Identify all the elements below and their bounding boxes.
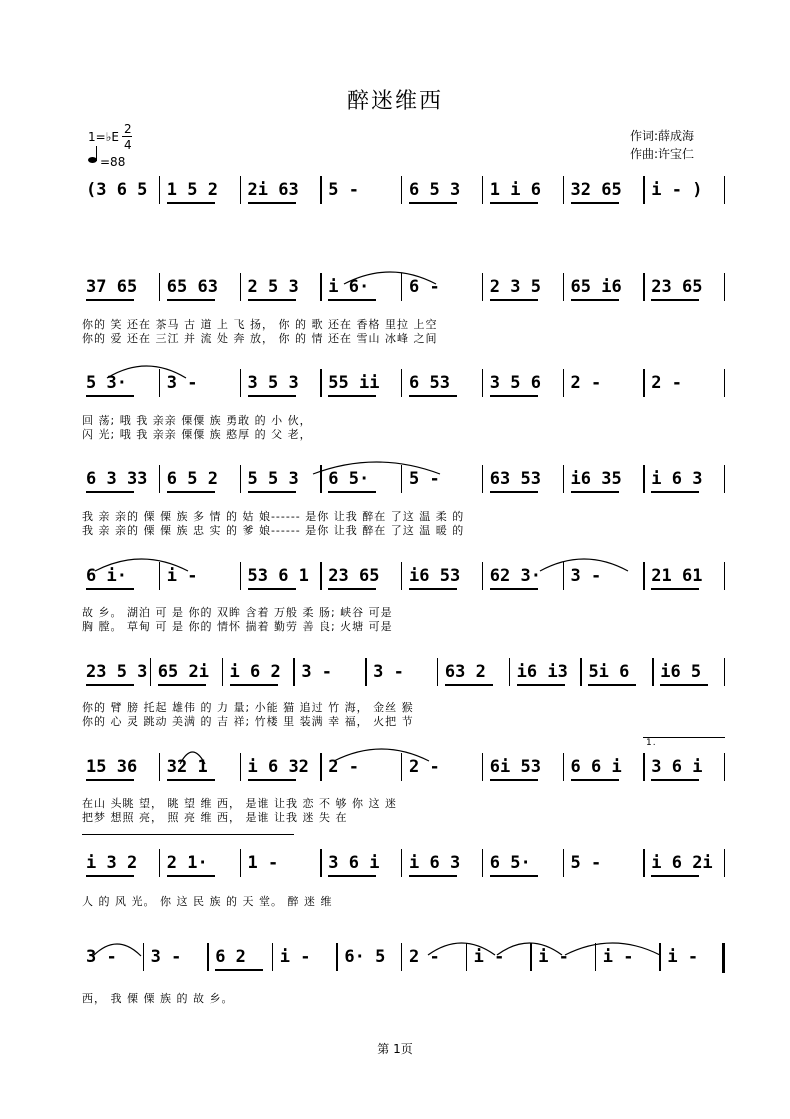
measure-notes: 6 i· [86, 566, 127, 586]
beam-underline [651, 491, 699, 493]
bar-line [724, 273, 725, 301]
measure-notes: 23 65 [328, 566, 380, 586]
bar-line [240, 465, 241, 493]
measure-notes: 5i 6 [588, 662, 630, 682]
measure-notes: 23 5 3 [86, 662, 148, 682]
bar-line [240, 753, 241, 781]
measure-notes: 3 6 i [651, 757, 703, 777]
bar-line [437, 658, 438, 686]
bar-line [563, 465, 564, 493]
bar-line [159, 369, 160, 397]
measure-notes: i - [473, 947, 505, 967]
bar-line [401, 273, 402, 301]
beam-underline [651, 299, 699, 301]
measure-notes: 65 i6 [570, 277, 622, 297]
lyricist-credit: 作词:薛成海 [630, 129, 695, 143]
beam-underline [517, 684, 565, 686]
bar-line [159, 273, 160, 301]
bar-line [643, 849, 644, 877]
bar-line [240, 562, 241, 590]
measure-notes: 6 5· [328, 469, 370, 489]
page-footer: 第 1页 [377, 1042, 413, 1056]
bar-line [724, 753, 725, 781]
measure-notes: 1 i 6 [489, 180, 541, 200]
beam-underline [328, 395, 376, 397]
lyric-line: 闪 光; 哦 我 亲亲 傈僳 族 憨厚 的 父 老， [82, 428, 312, 441]
beam-underline [490, 875, 538, 877]
beam-underline [86, 299, 134, 301]
measure-notes: i 6 3 [409, 853, 461, 873]
lyric-line: 你的 臂 膀 托起 雄伟 的 力 量; 小能 猫 追过 竹 海， 金丝 猴 [82, 701, 414, 714]
lyric-line: 故 乡。 湖泊 可 是 你的 双眸 含着 万般 柔 肠; 峡谷 可是 [82, 606, 393, 619]
bar-line [563, 273, 564, 301]
beam-underline [248, 202, 296, 204]
bar-line [240, 273, 241, 301]
volta-bracket [643, 737, 725, 738]
bar-line [724, 562, 725, 590]
bar-line [401, 753, 402, 781]
bar-line [724, 658, 725, 686]
beam-underline [490, 299, 538, 301]
bar-line [159, 849, 160, 877]
lyric-line: 人 的 风 光。 你 这 民 族 的 天 堂。 醉 迷 维 [82, 895, 333, 908]
measure-notes: 2 - [409, 757, 440, 777]
bar-line [724, 176, 725, 204]
measure-notes: i - ) [651, 180, 703, 200]
bar-line [320, 753, 321, 781]
bar-line [401, 176, 402, 204]
measure-notes: i - [602, 947, 634, 967]
measure-notes: 62 3· [489, 566, 541, 586]
lyric-line: 你的 爱 还在 三江 并 流 处 奔 放， 你 的 情 还在 雪山 冰峰 之间 [82, 332, 438, 345]
beam-underline [660, 684, 708, 686]
measure-notes: 6 6 i [570, 757, 622, 777]
measure-notes: 5 3· [86, 373, 127, 393]
bar-line [643, 753, 644, 781]
measure-notes: 6 53 [409, 373, 450, 393]
measure-notes: 23 65 [651, 277, 703, 297]
bar-line [563, 369, 564, 397]
bar-line [482, 753, 483, 781]
measure-notes: 5 - [570, 853, 602, 873]
beam-underline [328, 491, 376, 493]
lyric-line: 我 亲 亲的 傈 傈 族 忠 实 的 爹 娘------ 是你 让我 醉在 了这 温 暖 的 [82, 524, 465, 537]
bar-line [240, 369, 241, 397]
bar-line [401, 943, 402, 971]
bar-line [482, 176, 483, 204]
measure-notes: 6i 53 [489, 757, 541, 777]
measure-notes: 6 5 2 [166, 469, 218, 489]
measure-notes: 5 5 3 [247, 469, 299, 489]
bar-line [482, 369, 483, 397]
measure-notes: 55 ii [328, 373, 380, 393]
bar-line [159, 176, 160, 204]
bar-line [336, 943, 337, 971]
measure-notes: 2 1· [166, 853, 208, 873]
beam-underline [86, 588, 134, 590]
tempo-mark: =88 [100, 155, 126, 169]
bar-line [595, 943, 596, 971]
bar-line [401, 465, 402, 493]
measure-notes: (3 6 5 [86, 180, 148, 200]
beam-underline [651, 875, 699, 877]
bar-line [401, 562, 402, 590]
lyric-line: 在山 头眺 望， 眺 望 维 西， 是谁 让我 恋 不 够 你 这 迷 [82, 797, 397, 810]
beam-underline [490, 395, 538, 397]
measure-notes: 3 - [166, 373, 198, 393]
beam-underline [490, 202, 538, 204]
measure-notes: i - [166, 566, 198, 586]
measure-notes: 3 5 3 [247, 373, 299, 393]
bar-line [293, 658, 294, 686]
bar-line [659, 943, 660, 971]
lyric-line: 把梦 想照 亮， 照 亮 维 西， 是谁 让我 迷 失 在 [82, 811, 348, 824]
bar-line [643, 369, 644, 397]
beam-underline [86, 395, 134, 397]
beam-underline [86, 779, 134, 781]
beam-underline [409, 588, 457, 590]
bar-line [365, 658, 366, 686]
measure-notes: 32 65 [570, 180, 622, 200]
beam-underline [571, 491, 619, 493]
beam-underline [86, 875, 134, 877]
bar-line [320, 465, 321, 493]
bar-line [401, 849, 402, 877]
lyric-line: 胸 膛。 草甸 可 是 你的 情怀 揣着 勤劳 善 良; 火塘 可是 [82, 620, 393, 633]
measure-notes: 3 6 i [328, 853, 380, 873]
beam-underline [167, 299, 215, 301]
bar-line [724, 465, 725, 493]
measure-notes: i6 53 [409, 566, 461, 586]
lyric-line: 回 荡; 哦 我 亲亲 傈僳 族 勇敢 的 小 伙， [82, 414, 312, 427]
bar-line [159, 562, 160, 590]
volta-bracket [82, 834, 294, 835]
bar-line [509, 658, 510, 686]
measure-notes: 65 2i [157, 662, 209, 682]
measure-notes: i - [279, 947, 311, 967]
bar-line [320, 176, 321, 204]
bar-line [143, 943, 144, 971]
measure-notes: 65 63 [166, 277, 218, 297]
bar-line [643, 273, 644, 301]
bar-line [652, 658, 653, 686]
bar-line [150, 658, 151, 686]
bar-line [482, 273, 483, 301]
measure-notes: 6 - [409, 277, 440, 297]
measure-notes: 2 - [570, 373, 602, 393]
bar-line [643, 176, 644, 204]
bar-line [482, 849, 483, 877]
bar-line [563, 176, 564, 204]
beam-underline [328, 299, 376, 301]
beam-underline [651, 779, 699, 781]
measure-notes: 2 - [409, 947, 440, 967]
beam-underline [409, 875, 457, 877]
beam-underline [248, 588, 296, 590]
bar-line [222, 658, 223, 686]
bar-line [272, 943, 273, 971]
measure-notes: 3 - [150, 947, 182, 967]
beam-underline [248, 395, 296, 397]
measure-notes: 2 3 5 [489, 277, 541, 297]
song-title: 醉迷维西 [346, 89, 443, 114]
beam-underline [490, 779, 538, 781]
bar-line [563, 849, 564, 877]
bar-line [482, 465, 483, 493]
volta-number: 1. [646, 738, 657, 748]
composer-credit: 作曲:许宝仁 [630, 147, 695, 161]
measure-notes: 3 5 6 [489, 373, 541, 393]
measure-notes: 5 - [409, 469, 440, 489]
measure-notes: 2 - [328, 757, 359, 777]
beam-underline [328, 875, 376, 877]
measure-notes: 6 2 [215, 947, 246, 967]
bar-line [724, 369, 725, 397]
lyric-line: 你的 心 灵 跳动 美满 的 吉 祥; 竹楼 里 装满 幸 福， 火把 节 [82, 715, 414, 728]
bar-line [580, 658, 581, 686]
beam-underline [490, 588, 538, 590]
beam-underline [167, 491, 215, 493]
bar-line [466, 943, 467, 971]
lyric-line: 你的 笑 还在 茶马 古 道 上 飞 扬， 你 的 歌 还在 香格 里拉 上空 [82, 318, 438, 331]
measure-notes: 3 - [570, 566, 602, 586]
key-signature: 1=♭E [88, 130, 119, 144]
measure-notes: i6 35 [570, 469, 622, 489]
measure-notes: 6 3 33 [86, 469, 148, 489]
measure-notes: 21 61 [651, 566, 703, 586]
measure-notes: 6 5· [489, 853, 531, 873]
measure-notes: 53 6 1 [247, 566, 309, 586]
beam-underline [588, 684, 636, 686]
measure-notes: i 3 2 [86, 853, 138, 873]
beam-underline [215, 969, 263, 971]
measure-notes: i 6 2i [651, 853, 713, 873]
measure-notes: 5 - [328, 180, 359, 200]
beam-underline [230, 684, 278, 686]
beam-underline [571, 202, 619, 204]
beam-underline [248, 779, 296, 781]
beam-underline [328, 588, 376, 590]
measure-notes: 2 5 3 [247, 277, 299, 297]
bar-line [159, 753, 160, 781]
measure-notes: 37 65 [86, 277, 138, 297]
measure-notes: 1 - [247, 853, 279, 873]
bar-line [159, 465, 160, 493]
measure-notes: i 6 3 [651, 469, 703, 489]
measure-notes: i6 5 [660, 662, 702, 682]
beam-underline [167, 779, 215, 781]
measure-notes: i6 i3 [516, 662, 568, 682]
measure-notes: 2i 63 [247, 180, 299, 200]
bar-line [240, 176, 241, 204]
measure-notes: 63 2 [444, 662, 486, 682]
measure-notes: 6· 5 [344, 947, 386, 967]
beam-underline [409, 202, 457, 204]
measure-notes: 1 5 2 [166, 180, 218, 200]
beam-underline [409, 395, 457, 397]
beam-underline [158, 684, 206, 686]
bar-line [320, 849, 321, 877]
measure-notes: 63 53 [489, 469, 541, 489]
beam-underline [86, 491, 134, 493]
lyric-line: 西， 我 傈 傈 族 的 故 乡。 [82, 992, 234, 1005]
measure-notes: i - [538, 947, 569, 967]
measure-notes: 3 - [301, 662, 333, 682]
beam-underline [571, 779, 619, 781]
bar-line [320, 562, 321, 590]
time-signature-bottom: 4 [124, 138, 132, 152]
beam-underline [167, 202, 215, 204]
time-signature-divider [122, 136, 132, 137]
bar-line [207, 943, 208, 971]
bar-line [320, 273, 321, 301]
beam-underline [86, 684, 134, 686]
time-signature-top: 2 [124, 122, 132, 136]
beam-underline [248, 491, 296, 493]
measure-notes: i - [667, 947, 699, 967]
measure-notes: 3 - [373, 662, 404, 682]
bar-line [320, 369, 321, 397]
beam-underline [445, 684, 493, 686]
bar-line [643, 465, 644, 493]
bar-line [482, 562, 483, 590]
beam-underline [248, 299, 296, 301]
beam-underline [651, 588, 699, 590]
final-barline [722, 943, 725, 973]
bar-line [724, 849, 725, 877]
bar-line [401, 369, 402, 397]
measure-notes: 2 - [651, 373, 682, 393]
bar-line [240, 849, 241, 877]
measure-notes: 15 36 [86, 757, 138, 777]
measure-notes: i 6· [328, 277, 370, 297]
measure-notes: 32 1 [166, 757, 208, 777]
bar-line [563, 562, 564, 590]
measure-notes: 6 5 3 [409, 180, 461, 200]
measure-notes: i 6 32 [247, 757, 309, 777]
beam-underline [167, 875, 215, 877]
measure-notes: i 6 2 [229, 662, 281, 682]
lyric-line: 我 亲 亲的 傈 傈 族 多 情 的 姑 娘------ 是你 让我 醉在 了这 温 柔 的 [82, 510, 465, 523]
quarter-note-icon [88, 157, 97, 163]
beam-underline [571, 299, 619, 301]
bar-line [530, 943, 531, 971]
bar-line [563, 753, 564, 781]
beam-underline [490, 491, 538, 493]
bar-line [643, 562, 644, 590]
measure-notes: 3 - [86, 947, 117, 967]
